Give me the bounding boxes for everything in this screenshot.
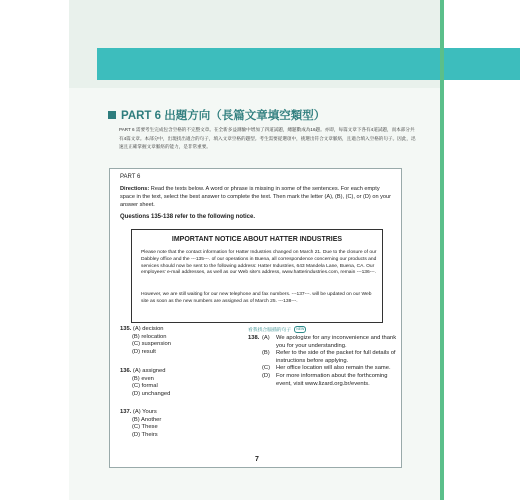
sentence-hint [248,326,306,333]
answer-option[interactable]: Her office location will also remain the same. [276,365,391,372]
section-title-text: PART 6 出題方向（長篇文章填空類型） [121,110,326,122]
answer-option[interactable]: For more information about the forthcoming event, visit www.lizard.org.br/events. [276,372,388,387]
notice-paragraph-1: Please note that the contact information for Hatter Industries changed on March 21. Due to the closure of our Dabbley office and the ---135---. of our operations in Buena, all correspondence concerning our products and services should now be sent to the following address: Hatter Industries, 643 Mandela Lane, Buena, CA. Our employees' e-mail addresses, as well as our Web site's address, www.hatterindustries.com, remain ---136---. [141,250,377,276]
notice-paragraph-2: However, we are still waiting for our new telephone and fax numbers. ---137---. will be updated on our Web site as soon as the new numbers are assigned as of March 25. ---138---. [141,292,372,304]
answer-option[interactable]: (C) formal [132,383,158,390]
new-badge: NEW [296,327,305,331]
answer-option[interactable]: We apologize for any inconvenience and thank you for your understanding. [276,335,397,349]
answer-option[interactable]: Refer to the side of the packet for full details of instructions before applying. [276,350,396,364]
option-label: (C) [262,365,271,372]
notice-title: IMPORTANT NOTICE ABOUT HATTER INDUSTRIES [171,236,343,243]
answer-option[interactable]: (B) relocation [132,333,167,340]
part-label: PART 6 [120,174,141,180]
answer-option[interactable]: (D) Theirs [132,431,158,438]
answer-option[interactable]: (A) Yours [132,409,157,415]
answer-option[interactable]: (A) decision [132,326,164,332]
question-138 [248,335,398,388]
question-reference: Questions 135-138 refer to the following notice. [120,214,256,220]
question-135 [120,326,171,356]
answer-option[interactable]: (A) assigned [132,368,166,374]
question-number: 138. [248,335,260,341]
directions-label: Directions: [120,186,150,192]
page-number: 7 [255,456,259,463]
question-136 [120,368,170,398]
title-square-icon [108,111,116,119]
answer-option[interactable]: (C) suspension [132,341,171,348]
answer-option[interactable]: (B) Another [132,416,162,423]
header-band [97,48,520,80]
question-number: 135. [120,326,132,332]
option-label: (A) [262,335,270,341]
hint-label: 看我找合腦插的句子 [248,328,292,333]
answer-option[interactable]: (C) These [132,424,158,431]
notice-box [131,229,383,323]
answer-option[interactable]: (D) unchanged [132,390,171,397]
page-edge-rail [440,0,444,500]
answer-option[interactable]: (D) result [132,348,156,355]
question-number: 137. [120,409,132,415]
directions [120,185,396,209]
option-label: (B) [262,350,270,357]
option-label: (D) [262,372,271,379]
question-number: 136. [120,368,132,374]
answer-option[interactable]: (B) even [132,375,154,382]
section-title [108,107,325,123]
question-137 [120,409,161,439]
section-intro: PART 6 需要考生完成包含空格的不完整文章。在全新多益測驗中增加了四道試題，總題數成為16題。亦即，每篇文章下各有4道試題，而本部分共有4篇文章。本部分中，出現找出適合的句子，填入文章空格的題型。考生需要從選項中，挑選出符合文章脈絡，且適合填入空格的句子。因此，迅速且正確掌握文章脈絡的能力，是非常重要。 [119,127,416,150]
directions-text: Read the texts below. A word or phrase is missing in some of the sentences. For each empty space in the text, select the best answer to complete the text. Then mark the letter (A), (B), (C), or (D) on your answer sheet. [120,186,391,208]
